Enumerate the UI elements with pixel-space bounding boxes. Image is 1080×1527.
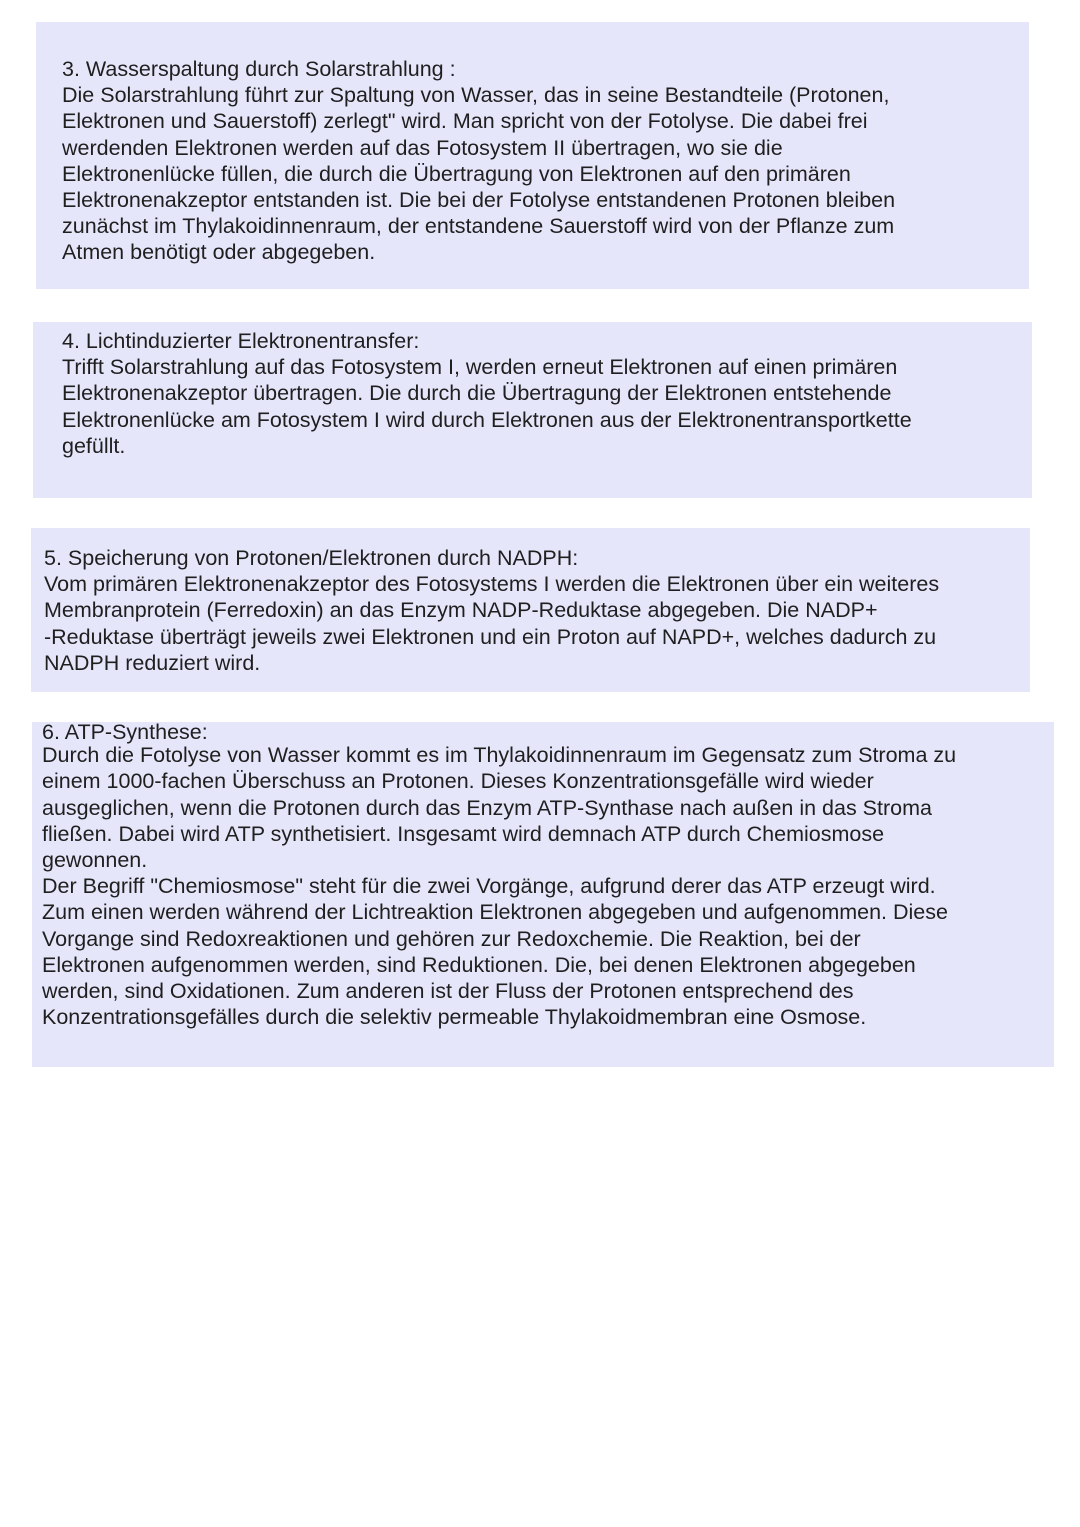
section-heading: 6. ATP-Synthese: [42,720,208,744]
section-text: Trifft Solarstrahlung auf das Fotosystem I, werden erneut Elektronen auf einen primären Elektronenakzeptor übertragen. Die durch die Übertragung der Elektronen entstehende Elektronenlücke am Fotosystem I wird durch Elektronen aus der Elektronentransportkette gefüllt. [62,355,912,458]
section-heading: 4. Lichtinduzierter Elektronentransfer: [62,329,420,353]
section-heading: 5. Speicherung von Protonen/Elektronen durch NADPH: [44,546,579,570]
section-box-wasserspaltung [36,22,1029,289]
section-box-atp-synthese [32,722,1054,1067]
section-text: Die Solarstrahlung führt zur Spaltung von Wasser, das in seine Bestandteile (Protonen, Elektronen und Sauerstoff) zerlegt" wird. Man spricht von der Fotolyse. Die dabei frei werdenden Elektronen werden auf das Fotosystem II übertragen, wo sie die Elektronenlücke füllen, die durch die Übertragung von Elektronen auf den primären Elektronenakzeptor entstanden ist. Die bei der Fotolyse entstandenen Protonen bleiben zunächst im Thylakoidinnenraum, der entstandene Sauerstoff wird von der Pflanze zum Atmen benötigt oder abgegeben. [62,83,896,265]
section-text: Durch die Fotolyse von Wasser kommt es im Thylakoidinnenraum im Gegensatz zum Stroma zu einem 1000-fachen Überschuss an Protonen. Dieses Konzentrationsgefälle wird wieder ausgeglichen, wenn die Protonen durch das Enzym ATP-Synthase nach außen in das Stroma fließen. Dabei wird ATP synthetisiert. Insgesamt wird demnach ATP durch Chemiosmose gewonnen. Der Begriff "Chemiosmose" steht für die zwei Vorgänge, aufgrund derer das ATP erzeugt wird. Zum einen werden während der Lichtreaktion Elektronen abgegeben und aufgenommen. Diese Vorgange sind Redoxreaktionen und gehören zur Redoxchemie. Die Reaktion, bei der Elektronen aufgenommen werden, sind Reduktionen. Die, bei denen Elektronen abgegeben werden, sind Oxidationen. Zum anderen ist der Fluss der Protonen entsprechend des Konzentrationsgefälles durch die selektiv permeable Thylakoidmembran eine Osmose. [42,743,957,1030]
section-text: Vom primären Elektronenakzeptor des Fotosystems I werden die Elektronen über ein weiteres Membranprotein (Ferredoxin) an das Enzym NADP-Reduktase abgegeben. Die NADP+ -Reduktase überträgt jeweils zwei Elektronen und ein Proton auf NAPD+, welches dadurch zu NADPH reduziert wird. [44,572,940,675]
section-heading: 3. Wasserspaltung durch Solarstrahlung : [62,57,456,81]
section-box-elektronentransfer [33,322,1032,498]
section-box-nadph [31,528,1030,692]
